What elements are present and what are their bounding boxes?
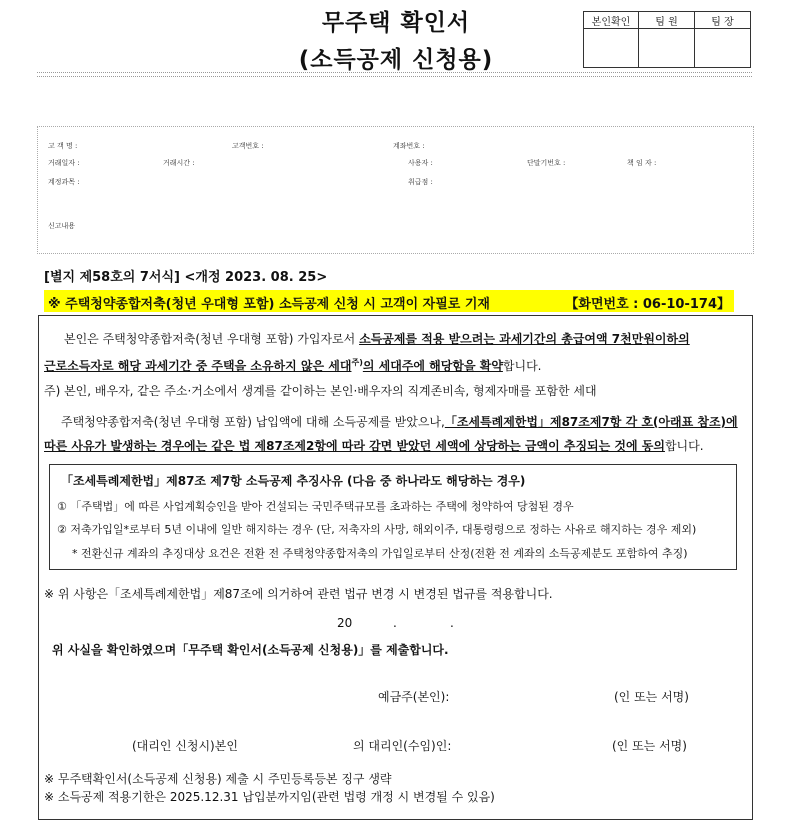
p2-emphasis-2: 따른 사유가 발생하는 경우에는 같은 법 제87조제2항에 따라 감면 받았던 세액에 상당하는 금액이 추징되는 것에 동의: [44, 439, 665, 453]
terminal-no-label: 단말기번호 :: [527, 159, 566, 167]
approval-table: [583, 11, 751, 68]
date-year[interactable]: 20: [337, 616, 353, 630]
p1-emphasis: 소득공제를 적용 받으려는 과세기간의 총급여액 7천만원이하의: [359, 332, 690, 346]
account-no-label: 계좌번호 :: [393, 142, 425, 150]
user-label: 사용자 :: [408, 159, 433, 167]
p1-emphasis-2: 근로소득자로 해당 과세기간 중 주택을 소유하지 않은 세대: [44, 359, 352, 373]
form-subtitle: (소득공제 신청용): [298, 47, 494, 73]
screen-number: 【화면번호 : 06-10-174】: [565, 297, 730, 312]
trade-time-label: 거래시간 :: [163, 159, 195, 167]
paragraph1-line2: [44, 357, 542, 374]
customer-name-label: 고 객 명 :: [48, 142, 78, 150]
agent-signature-field[interactable]: (인 또는 서명): [612, 739, 687, 753]
approval-header-staff: 팀 원: [639, 12, 695, 29]
approval-box-manager[interactable]: [695, 29, 751, 68]
p2-emphasis: 「조세특례제한법」제87조제7항 각 호(아래표 참조)에: [444, 415, 738, 429]
depositor-signature-field[interactable]: (인 또는 서명): [614, 690, 689, 704]
law-note: ※ 위 사항은「조세특례제한법」제87조에 의거하여 관련 법규 변경 시 변경된 법규를 적용합니다.: [44, 587, 553, 601]
p1-end: 합니다.: [502, 359, 542, 373]
form-number: [별지 제58호의 7서식] <개정 2023. 08. 25>: [44, 270, 328, 285]
manager-label: 책 임 자 :: [627, 159, 657, 167]
agent-label: 의 대리인(수임)인:: [353, 739, 452, 753]
divider: [37, 76, 752, 77]
household-note: 주) 본인, 배우자, 같은 주소·거소에서 생계를 같이하는 본인·배우자의 직계존비속, 형제자매를 포함한 세대: [44, 384, 597, 398]
paragraph2-line1: [61, 413, 738, 430]
instruction-banner: [44, 290, 734, 312]
p1-emphasis-3: 의 세대주에 해당함을 확약: [362, 359, 503, 373]
confirmation-statement: 위 사실을 확인하였으며「무주택 확인서(소득공제 신청용)」를 제출합니다.: [52, 643, 449, 657]
instruction-text: ※ 주택청약종합저축(청년 우대형 포함) 소득공제 신청 시 고객이 자필로 기재: [48, 297, 490, 312]
divider: [37, 72, 752, 73]
depositor-label: 예금주(본인):: [378, 690, 450, 704]
recapture-title: 「조세특례제한법」제87조 제7항 소득공제 추징사유 (다음 중 하나라도 해당하는 경우): [61, 474, 526, 488]
recapture-note: * 전환신규 계좌의 추징대상 요건은 전환 전 주택청약종합저축의 가입일로부터 산정(전환 전 계좌의 소득공제분도 포함하여 추징): [72, 547, 688, 560]
footer-note-2: ※ 소득공제 적용기한은 2025.12.31 납입분까지임(관련 법령 개정 시 변경될 수 있음): [44, 790, 495, 804]
account-subject-label: 계정과목 :: [48, 178, 80, 186]
p2-end: 합니다.: [664, 439, 704, 453]
recapture-item-2: ② 저축가입일*로부터 5년 이내에 일반 해지하는 경우 (단, 저축자의 사망, 해외이주, 대통령령으로 정하는 사유로 해지하는 경우 제외): [57, 523, 697, 536]
approval-header-self: 본인확인: [584, 12, 639, 29]
date-separator: .: [450, 616, 454, 630]
p1-text: 본인은 주택청약종합저축(청년 우대형 포함) 가입자로서: [64, 332, 360, 346]
date-separator: .: [393, 616, 397, 630]
handling-branch-label: 취급점 :: [408, 178, 433, 186]
agent-owner-label: (대리인 신청시)본인: [132, 739, 238, 753]
p2-text: 주택청약종합저축(청년 우대형 포함) 납입액에 대해 소득공제를 받았으나,: [61, 415, 445, 429]
p1-footnote-mark: 주): [351, 358, 363, 367]
footer-note-1: ※ 무주택확인서(소득공제 신청용) 제출 시 주민등록등본 징구 생략: [44, 772, 392, 786]
recapture-item-1: ① 「주택법」에 따른 사업계획승인을 받아 건설되는 국민주택규모를 초과하는 주택에 청약하여 당첨된 경우: [57, 500, 574, 513]
customer-no-label: 고객번호 :: [232, 142, 264, 150]
paragraph2-line2: [44, 437, 704, 454]
report-content-label: 신고내용: [48, 222, 76, 230]
form-title: 무주택 확인서: [321, 10, 471, 36]
approval-box-staff[interactable]: [639, 29, 695, 68]
paragraph1-line1: [64, 330, 690, 347]
approval-header-manager: 팀 장: [695, 12, 751, 29]
approval-box-self[interactable]: [584, 29, 639, 68]
trade-date-label: 거래일자 :: [48, 159, 80, 167]
